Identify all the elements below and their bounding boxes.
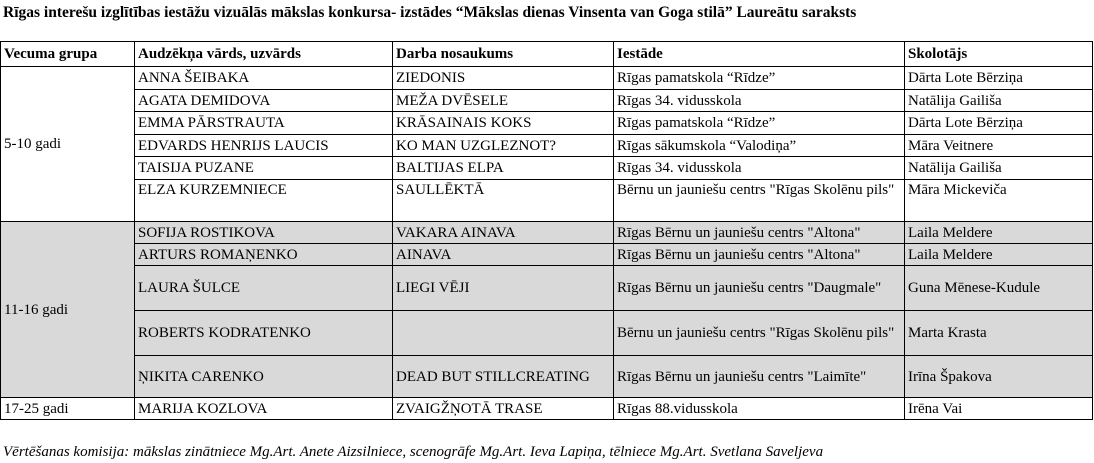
laureates-table xyxy=(0,41,1093,420)
header-institution: Iestāde xyxy=(614,42,905,67)
teacher-cell: Marta Krasta xyxy=(905,311,1093,356)
teacher-cell: Guna Mēnese-Kudule xyxy=(905,266,1093,311)
table-row xyxy=(1,266,1093,311)
student-cell: ELZA KURZEMNIECE xyxy=(135,180,393,222)
teacher-cell: Natālija Gailiša xyxy=(905,157,1093,180)
institution-cell: Bērnu un jauniešu centrs "Rīgas Skolēnu pils" xyxy=(614,180,905,222)
work-cell: BALTIJAS ELPA xyxy=(393,157,614,180)
teacher-cell: Natālija Gailiša xyxy=(905,90,1093,112)
institution-cell: Rīgas Bērnu un jauniešu centrs "Altona" xyxy=(614,244,905,266)
teacher-cell: Dārta Lote Bērziņa xyxy=(905,112,1093,135)
student-cell: SOFIJA ROSTIKOVA xyxy=(135,222,393,244)
table-row xyxy=(1,398,1093,420)
institution-cell: Rīgas 34. vidusskola xyxy=(614,90,905,112)
table-row xyxy=(1,222,1093,244)
table-row xyxy=(1,67,1093,90)
work-cell: LIEGI VĒJI xyxy=(393,266,614,311)
table-row xyxy=(1,311,1093,356)
document-title: Rīgas interešu izglītības iestāžu vizuālās mākslas konkursa- izstādes “Mākslas dienas Vinsenta van Goga stilā” Laureātu saraksts xyxy=(3,4,857,21)
header-age-group: Vecuma grupa xyxy=(1,42,135,67)
header-student: Audzēkņa vārds, uzvārds xyxy=(135,42,393,67)
table-row xyxy=(1,180,1093,222)
table-row xyxy=(1,112,1093,135)
student-cell: EMMA PĀRSTRAUTA xyxy=(135,112,393,135)
age-group-cell: 11-16 gadi xyxy=(1,222,135,398)
teacher-cell: Māra Mickeviča xyxy=(905,180,1093,222)
institution-cell: Rīgas Bērnu un jauniešu centrs "Altona" xyxy=(614,222,905,244)
student-cell: ANNA ŠEIBAKA xyxy=(135,67,393,90)
table-row xyxy=(1,90,1093,112)
work-cell: DEAD BUT STILLCREATING xyxy=(393,356,614,398)
age-group-cell: 17-25 gadi xyxy=(1,398,135,420)
teacher-cell: Māra Veitnere xyxy=(905,135,1093,157)
teacher-cell: Dārta Lote Bērziņa xyxy=(905,67,1093,90)
institution-cell: Rīgas Bērnu un jauniešu centrs "Laimīte" xyxy=(614,356,905,398)
institution-cell: Rīgas 34. vidusskola xyxy=(614,157,905,180)
work-cell: SAULLĒKTĀ xyxy=(393,180,614,222)
work-cell: ZVAIGŽŅOTĀ TRASE xyxy=(393,398,614,420)
institution-cell: Bērnu un jauniešu centrs "Rīgas Skolēnu pils" xyxy=(614,311,905,356)
institution-cell: Rīgas Bērnu un jauniešu centrs "Daugmale" xyxy=(614,266,905,311)
work-cell: KO MAN UZGLEZNOT? xyxy=(393,135,614,157)
student-cell: MARIJA KOZLOVA xyxy=(135,398,393,420)
work-cell xyxy=(393,311,614,356)
student-cell: AGATA DEMIDOVA xyxy=(135,90,393,112)
teacher-cell: Laila Meldere xyxy=(905,244,1093,266)
institution-cell: Rīgas pamatskola “Rīdze” xyxy=(614,112,905,135)
work-cell: AINAVA xyxy=(393,244,614,266)
student-cell: ROBERTS KODRATENKO xyxy=(135,311,393,356)
table-row xyxy=(1,356,1093,398)
work-cell: MEŽA DVĒSELE xyxy=(393,90,614,112)
teacher-cell: Irīna Špakova xyxy=(905,356,1093,398)
student-cell: ŅIKITA CARENKO xyxy=(135,356,393,398)
student-cell: TAISIJA PUZANE xyxy=(135,157,393,180)
work-cell: VAKARA AINAVA xyxy=(393,222,614,244)
work-cell: KRĀSAINAIS KOKS xyxy=(393,112,614,135)
teacher-cell: Laila Meldere xyxy=(905,222,1093,244)
table-row xyxy=(1,157,1093,180)
institution-cell: Rīgas sākumskola “Valodiņa” xyxy=(614,135,905,157)
table-row xyxy=(1,244,1093,266)
jury-footnote: Vērtēšanas komisija: mākslas zinātniece Mg.Art. Anete Aizsilniece, scenogrāfe Mg.Art. Ieva Lapiņa, tēlniece Mg.Art. Svetlana Saveljeva xyxy=(3,444,824,460)
student-cell: LAURA ŠULCE xyxy=(135,266,393,311)
work-cell: ZIEDONIS xyxy=(393,67,614,90)
table-row xyxy=(1,135,1093,157)
institution-cell: Rīgas 88.vidusskola xyxy=(614,398,905,420)
institution-cell: Rīgas pamatskola “Rīdze” xyxy=(614,67,905,90)
header-work: Darba nosaukums xyxy=(393,42,614,67)
age-group-cell: 5-10 gadi xyxy=(1,67,135,222)
table-header-row xyxy=(1,42,1093,67)
header-teacher: Skolotājs xyxy=(905,42,1093,67)
teacher-cell: Irēna Vai xyxy=(905,398,1093,420)
student-cell: ARTURS ROMAŅENKO xyxy=(135,244,393,266)
student-cell: EDVARDS HENRIJS LAUCIS xyxy=(135,135,393,157)
